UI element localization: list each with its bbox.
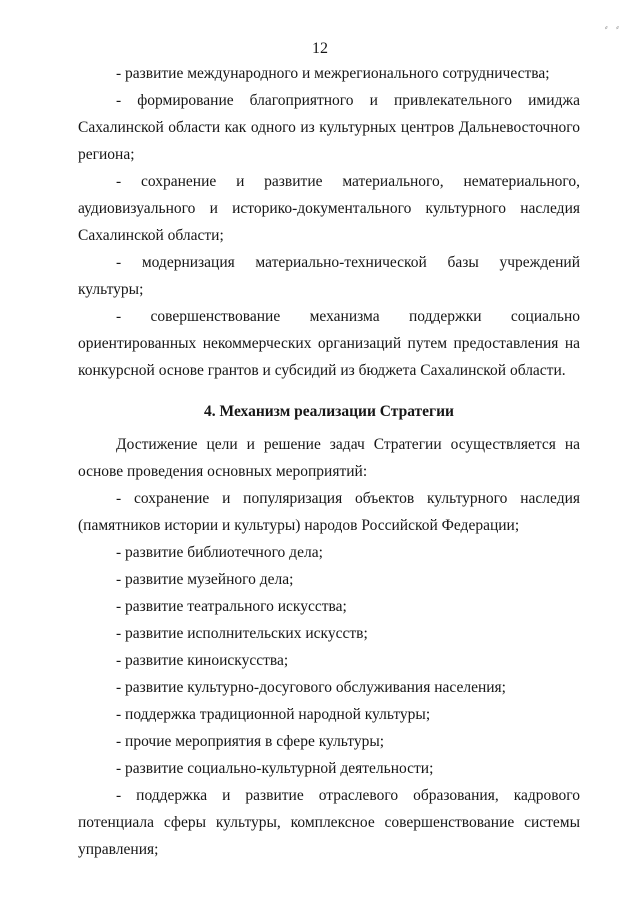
list-item: - развитие библиотечного дела; bbox=[116, 544, 323, 561]
list-item: - развитие культурно-досугового обслуживания населения; bbox=[116, 679, 506, 696]
list-item: - поддержка традиционной народной культуры; bbox=[116, 706, 431, 723]
list-item: - поддержка и развитие отраслевого образования, кадрового потенциала сферы культуры, комплексное совершенствование системы управления; bbox=[78, 787, 580, 858]
list-item: - модернизация материально-технической базы учреждений культуры; bbox=[78, 254, 580, 298]
document-body bbox=[78, 60, 580, 863]
paragraph: Достижение цели и решение задач Стратегии осуществляется на основе проведения основных мероприятий: bbox=[78, 436, 580, 480]
list-item: - совершенствование механизма поддержки социально ориентированных некоммерческих организаций путем предоставления на конкурсной основе грантов и субсидий из бюджета Сахалинской области. bbox=[78, 308, 580, 379]
corner-marks: ⸗ ⸗ bbox=[604, 22, 622, 32]
list-item: - развитие театрального искусства; bbox=[116, 598, 347, 615]
list-item: - развитие исполнительских искусств; bbox=[116, 625, 368, 642]
list-item: - сохранение и развитие материального, нематериального, аудиовизуального и историко-документального культурного наследия Сахалинской области; bbox=[78, 173, 580, 244]
list-item: - прочие мероприятия в сфере культуры; bbox=[116, 733, 385, 750]
list-item: - развитие музейного дела; bbox=[116, 571, 294, 588]
list-item: - развитие социально-культурной деятельности; bbox=[116, 760, 434, 777]
page-number: 12 bbox=[312, 40, 328, 57]
list-item: - развитие киноискусства; bbox=[116, 652, 289, 669]
list-item: - сохранение и популяризация объектов культурного наследия (памятников истории и культуры) народов Российской Федерации; bbox=[78, 490, 580, 534]
list-item: - развитие международного и межрегионального сотрудничества; bbox=[116, 65, 550, 82]
list-item: - формирование благоприятного и привлекательного имиджа Сахалинской области как одного из культурных центров Дальневосточного региона; bbox=[78, 92, 580, 163]
section-heading: 4. Механизм реализации Стратегии bbox=[204, 403, 454, 420]
